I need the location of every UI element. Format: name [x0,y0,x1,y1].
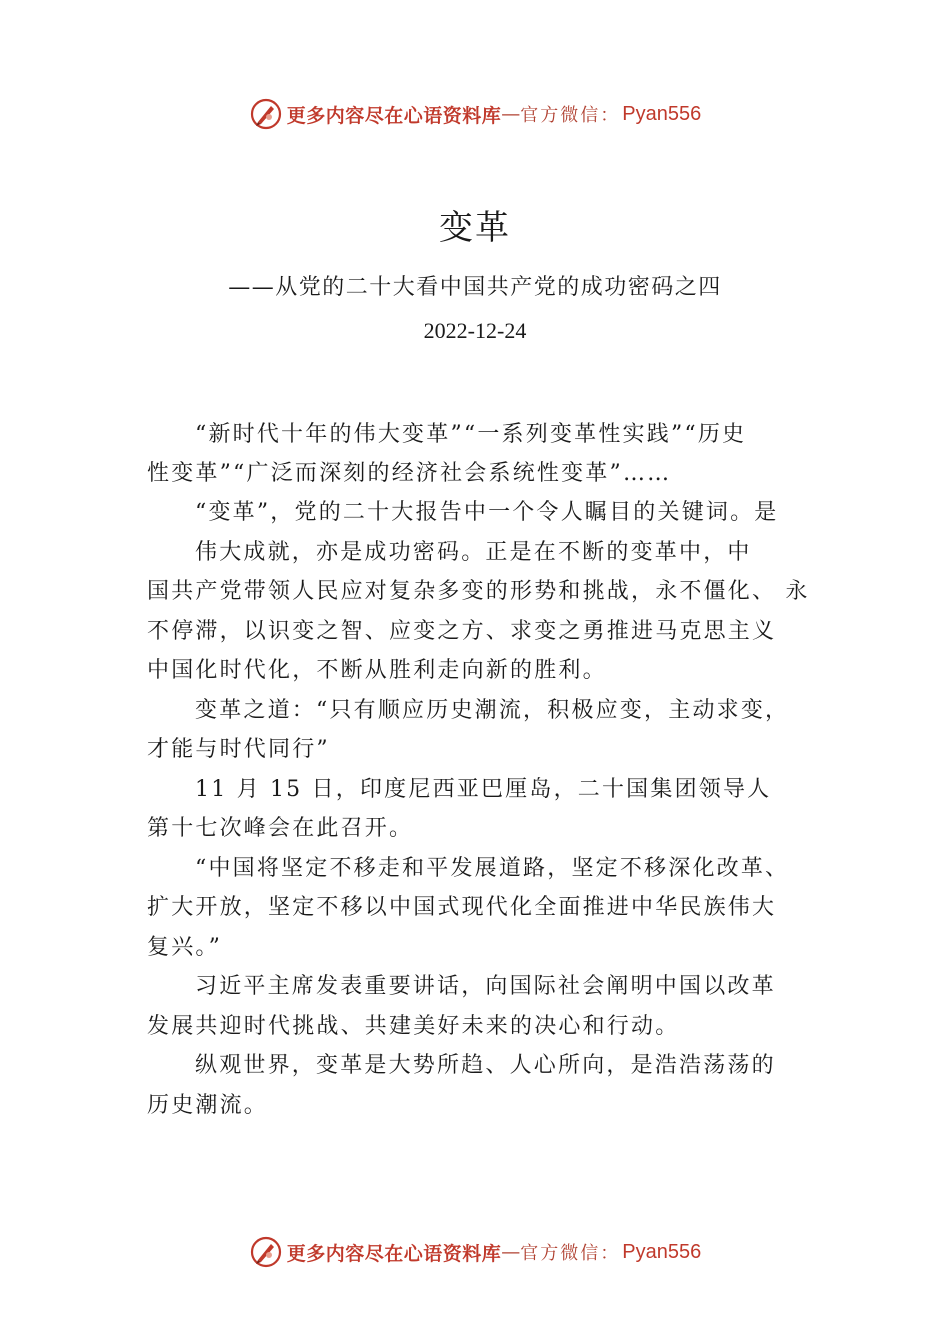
body-line: “变革”，党的二十大报告中一个令人瞩目的关键词。是 [195,500,779,525]
banner-colon: ： [600,1243,619,1264]
banner-wechat-id: Pyan556 [622,102,702,125]
pen-circle-logo-icon [249,1235,283,1269]
banner-wechat-label: 官方微信 [520,1243,601,1264]
banner-wechat-label: 官方微信 [520,105,601,126]
article-date: 2022-12-24 [423,318,527,343]
body-line: 变革之道：“只有顺应历史潮流，积极应变，主动求变， [195,698,790,723]
body-line: 国共产党带领人民应对复杂多变的形势和挑战，永不僵化、 永 [147,579,810,604]
body-line: 历史潮流。 [147,1093,269,1118]
body-line: “中国将坚定不移走和平发展道路，坚定不移深化改革、 [195,856,790,881]
article-title: 变革 [439,208,511,248]
banner-brand-text: 更多内容尽在心语资料库 [286,104,502,127]
body-line: 伟大成就，亦是成功密码。正是在不断的变革中，中 [195,540,752,565]
banner-wechat-id: Pyan556 [622,1240,702,1263]
article-subtitle: ——从党的二十大看中国共产党的成功密码之四 [228,275,722,300]
body-line: 中国化时代化，不断从胜利走向新的胜利。 [147,658,607,683]
body-line: 第十七次峰会在此召开。 [147,816,414,841]
body-line: 性变革”“广泛而深刻的经济社会系统性变革”…… [147,461,672,486]
header-banner [0,94,950,134]
body-line: 发展共迎时代挑战、共建美好未来的决心和行动。 [147,1014,680,1039]
footer-banner [0,1232,950,1272]
banner-separator: — [501,103,521,125]
body-line: 不停滞，以识变之智、应变之方、求变之勇推进马克思主义 [147,619,777,644]
body-line: “新时代十年的伟大变革”“一系列变革性实践”“历史 [195,422,747,447]
banner-separator: — [501,1241,521,1263]
body-line: 扩大开放，坚定不移以中国式现代化全面推进中华民族伟大 [147,895,777,920]
banner-colon: ： [600,105,619,126]
body-line: 复兴。” [147,935,223,960]
banner-brand-text: 更多内容尽在心语资料库 [286,1242,502,1265]
pen-circle-logo-icon [249,97,283,131]
body-line: 习近平主席发表重要讲话，向国际社会阐明中国以改革 [195,974,776,999]
body-line: 才能与时代同行” [147,737,330,762]
body-line: 纵观世界，变革是大势所趋、人心所向，是浩浩荡荡的 [195,1053,776,1078]
body-line: 11 月 15 日，印度尼西亚巴厘岛，二十国集团领导人 [195,777,772,802]
